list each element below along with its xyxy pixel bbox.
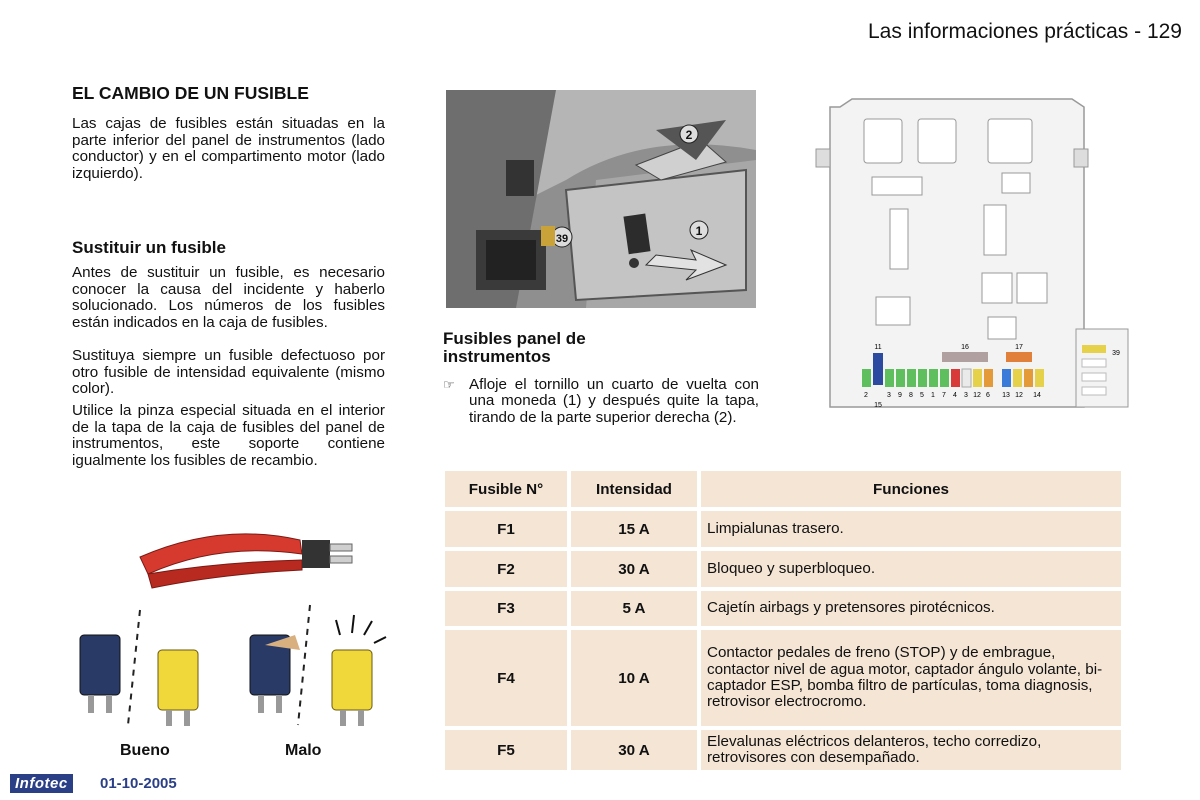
paragraph-tweezers: Utilice la pinza especial situada en el interior de la tapa de la caja de fusibles del panel de instrumentos, este soporte contiene igualmente los fusibles de recambio. [72, 402, 385, 469]
diagram-bottom-label: 14 [1033, 392, 1041, 399]
diagram-bottom-label: 8 [909, 392, 913, 399]
function-cell: Contactor pedales de freno (STOP) y de embrague, contactor nivel de agua motor, captador ángulo volante, bi-captador ESP, bomba filtro de partículas, toma diagnosis, retrovisor electrocromo. [701, 630, 1121, 726]
good-fuse-yellow-icon [158, 650, 198, 726]
function-cell: Limpialunas trasero. [701, 511, 1121, 547]
diagram-bottom-label: 12 [973, 392, 981, 399]
diagram-bottom-label: 3 [964, 392, 968, 399]
fuse-panel-instruction-text: Afloje el tornillo un cuarto de vuelta con una moneda (1) y después quite la tapa, tirando de la parte superior derecha (2). [469, 376, 759, 426]
fuse-number-cell: F3 [445, 591, 567, 626]
pointing-hand-icon: ☞ [443, 377, 455, 392]
intensity-cell: 5 A [571, 591, 697, 626]
diagram-bottom-label: 7 [942, 392, 946, 399]
fuse-number-cell: F4 [445, 630, 567, 726]
diagram-bottom-label: 5 [920, 392, 924, 399]
fuse-panel-title: Fusibles panel de instrumentos [443, 329, 586, 366]
intensity-cell: 15 A [571, 511, 697, 547]
paragraph-cause: Antes de sustituir un fusible, es necesario conocer la causa del incidente y haberlo solucionado. Los números de los fusibles están indicados en la caja de fusibles. [72, 264, 385, 331]
table-header-row [445, 471, 1121, 507]
table-row [445, 730, 1121, 770]
paragraph-replace: Sustituya siempre un fusible defectuoso por otro fusible de intensidad equivalente (mismo color). [72, 347, 385, 397]
footer-brand-logo: Infotec [10, 774, 73, 793]
section-title: EL CAMBIO DE UN FUSIBLE [72, 83, 309, 103]
function-cell: Bloqueo y superbloqueo. [701, 551, 1121, 587]
diagram-bottom-label: 3 [887, 392, 891, 399]
dashboard-fuse-photo [446, 90, 756, 308]
table-row [445, 630, 1121, 726]
diagram-label-16: 16 [961, 344, 969, 351]
diagram-bottom-label: 6 [986, 392, 990, 399]
diagram-bottom-label: 4 [953, 392, 957, 399]
function-cell: Elevalunas eléctricos delanteros, techo corredizo, retrovisores con desempañado. [701, 730, 1121, 770]
fuse-table [441, 467, 1125, 774]
bad-fuse-label: Malo [285, 742, 322, 759]
diagram-bottom-label: 9 [898, 392, 902, 399]
bad-fuse-yellow-icon [332, 615, 386, 726]
diagram-label-17: 17 [1015, 344, 1023, 351]
table-row [445, 591, 1121, 626]
intensity-cell: 10 A [571, 630, 697, 726]
diagram-bottom-label: 2 [864, 392, 868, 399]
fuse-box-diagram [812, 97, 1132, 412]
subsection-title: Sustituir un fusible [72, 238, 226, 257]
diagram-bottom-label: 1 [931, 392, 935, 399]
good-fuse-blue-icon [80, 635, 120, 713]
page-header-title: Las informaciones prácticas - 129 [868, 20, 1182, 43]
photo-callout-1: 1 [695, 224, 703, 238]
diagram-bottom-label: 13 [1002, 392, 1010, 399]
photo-callout-39: 39 [555, 233, 569, 245]
diagram-label-11: 11 [874, 344, 882, 351]
column-header-functions: Funciones [701, 471, 1121, 507]
good-fuse-label: Bueno [120, 742, 170, 759]
intensity-cell: 30 A [571, 551, 697, 587]
function-cell: Cajetín airbags y pretensores pirotécnicos. [701, 591, 1121, 626]
diagram-bottom-label: 12 [1015, 392, 1023, 399]
fuse-number-cell: F2 [445, 551, 567, 587]
table-row [445, 511, 1121, 547]
intro-paragraph: Las cajas de fusibles están situadas en la parte inferior del panel de instrumentos (lado conductor) y en el compartimento motor (lado izquierdo). [72, 115, 385, 182]
diagram-label-39: 39 [1112, 350, 1120, 357]
column-header-intensity: Intensidad [571, 471, 697, 507]
fuse-number-cell: F5 [445, 730, 567, 770]
table-row [445, 551, 1121, 587]
column-header-fuse-number: Fusible N° [445, 471, 567, 507]
bad-fuse-blue-icon [250, 635, 300, 713]
photo-callout-2: 2 [685, 128, 693, 142]
footer-date: 01-10-2005 [100, 775, 177, 792]
diagram-label-15: 15 [874, 402, 882, 409]
intensity-cell: 30 A [571, 730, 697, 770]
fuse-comparison-illustration [70, 595, 400, 735]
fuse-number-cell: F1 [445, 511, 567, 547]
fuse-panel-instruction [443, 377, 759, 426]
